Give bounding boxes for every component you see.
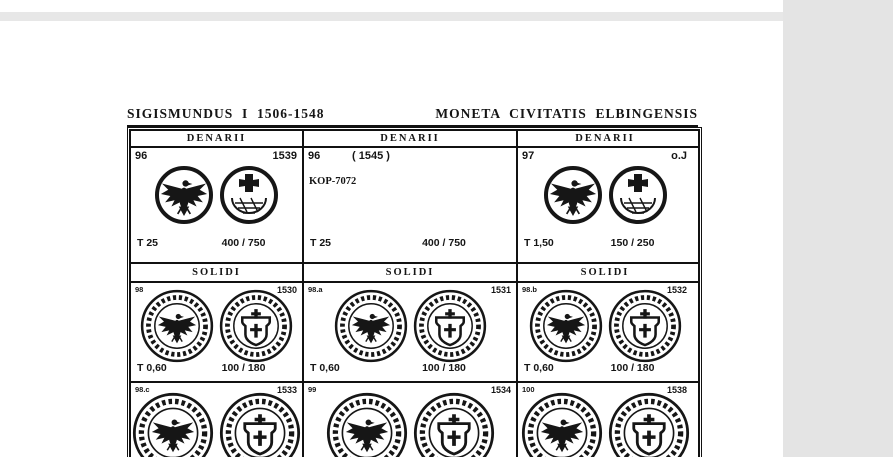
catalog-cell-98 [131, 283, 302, 381]
catalog-cell-98a [302, 283, 516, 381]
section-header-denarii [131, 131, 698, 148]
coin-date: 1539 [272, 150, 297, 162]
catalog-cell-100 [516, 383, 692, 457]
catalog-number: 99 [308, 385, 317, 394]
cross-shield-coin-icon [219, 165, 279, 225]
catalog-number: 98.a [308, 285, 323, 294]
price-range: 150 / 250 [610, 237, 655, 249]
price-range: 100 / 180 [221, 362, 266, 374]
cross-shield-coin-icon [608, 165, 668, 225]
coin-date: 1530 [276, 285, 297, 295]
catalog-cell-98c [131, 383, 302, 457]
eagle-coin-icon [154, 165, 214, 225]
price-range: 100 / 180 [610, 362, 655, 374]
catalog-number: 98.c [135, 385, 150, 394]
tariff-value: T 25 [310, 237, 332, 249]
section-header-solidi [131, 264, 698, 283]
column-header: SOLIDI [516, 264, 692, 281]
eagle-coin-icon [334, 289, 408, 363]
catalog-cell-96-1539 [131, 148, 302, 262]
catalog-cell-99 [302, 383, 516, 457]
coin-date: o.J [671, 150, 687, 162]
eagle-coin-icon [132, 392, 214, 457]
viewer-background-panel [783, 0, 893, 457]
catalog-number: 97 [522, 150, 535, 162]
catalog-number: 96 [308, 150, 321, 162]
cross-shield-coin-icon [219, 392, 301, 457]
tariff-value: T 0,60 [310, 362, 340, 374]
catalog-cell-96-1545 [302, 148, 516, 262]
catalog-row-denarii [131, 148, 698, 264]
column-header: SOLIDI [302, 264, 516, 281]
catalog-number: 98 [135, 285, 144, 294]
tariff-value: T 0,60 [524, 362, 554, 374]
coin-date: ( 1545 ) [352, 150, 390, 162]
coin-date: 1534 [490, 385, 511, 395]
catalog-cell-98b [516, 283, 692, 381]
cross-shield-coin-icon [608, 392, 690, 457]
coin-date: 1532 [666, 285, 687, 295]
catalog-number: 98.b [522, 285, 538, 294]
catalog-cell-97 [516, 148, 692, 262]
eagle-coin-icon [140, 289, 214, 363]
catalog-row-solidi-1 [131, 283, 698, 383]
heading-ruler-left: SIGISMUNDUS I 1506-1548 [127, 106, 325, 121]
catalog-row-solidi-2 [131, 383, 698, 457]
cross-shield-coin-icon [413, 289, 487, 363]
tariff-value: T 1,50 [524, 237, 554, 249]
cross-shield-coin-icon [413, 392, 495, 457]
cross-shield-coin-icon [608, 289, 682, 363]
eagle-coin-icon [521, 392, 603, 457]
column-header: SOLIDI [192, 267, 241, 278]
tariff-value: T 0,60 [137, 362, 167, 374]
reference-code: KOP-7072 [309, 176, 357, 187]
catalog-number: 100 [522, 385, 535, 394]
viewer-top-bar [0, 12, 893, 21]
catalog-number: 96 [135, 150, 148, 162]
price-range: 100 / 180 [422, 362, 466, 374]
document-heading [127, 106, 698, 127]
coin-date: 1538 [666, 385, 687, 395]
tariff-value: T 25 [137, 237, 159, 249]
price-range: 400 / 750 [422, 237, 466, 249]
eagle-coin-icon [326, 392, 408, 457]
column-header: DENARII [186, 133, 247, 144]
eagle-coin-icon [543, 165, 603, 225]
cross-shield-coin-icon [219, 289, 293, 363]
heading-mint-right: MONETA CIVITATIS ELBINGENSIS [435, 106, 698, 121]
price-range: 400 / 750 [221, 237, 266, 249]
coin-date: 1533 [276, 385, 297, 395]
eagle-coin-icon [529, 289, 603, 363]
coin-date: 1531 [490, 285, 511, 295]
catalog-table [127, 127, 702, 457]
column-header: DENARII [516, 131, 692, 146]
column-header: DENARII [302, 131, 516, 146]
